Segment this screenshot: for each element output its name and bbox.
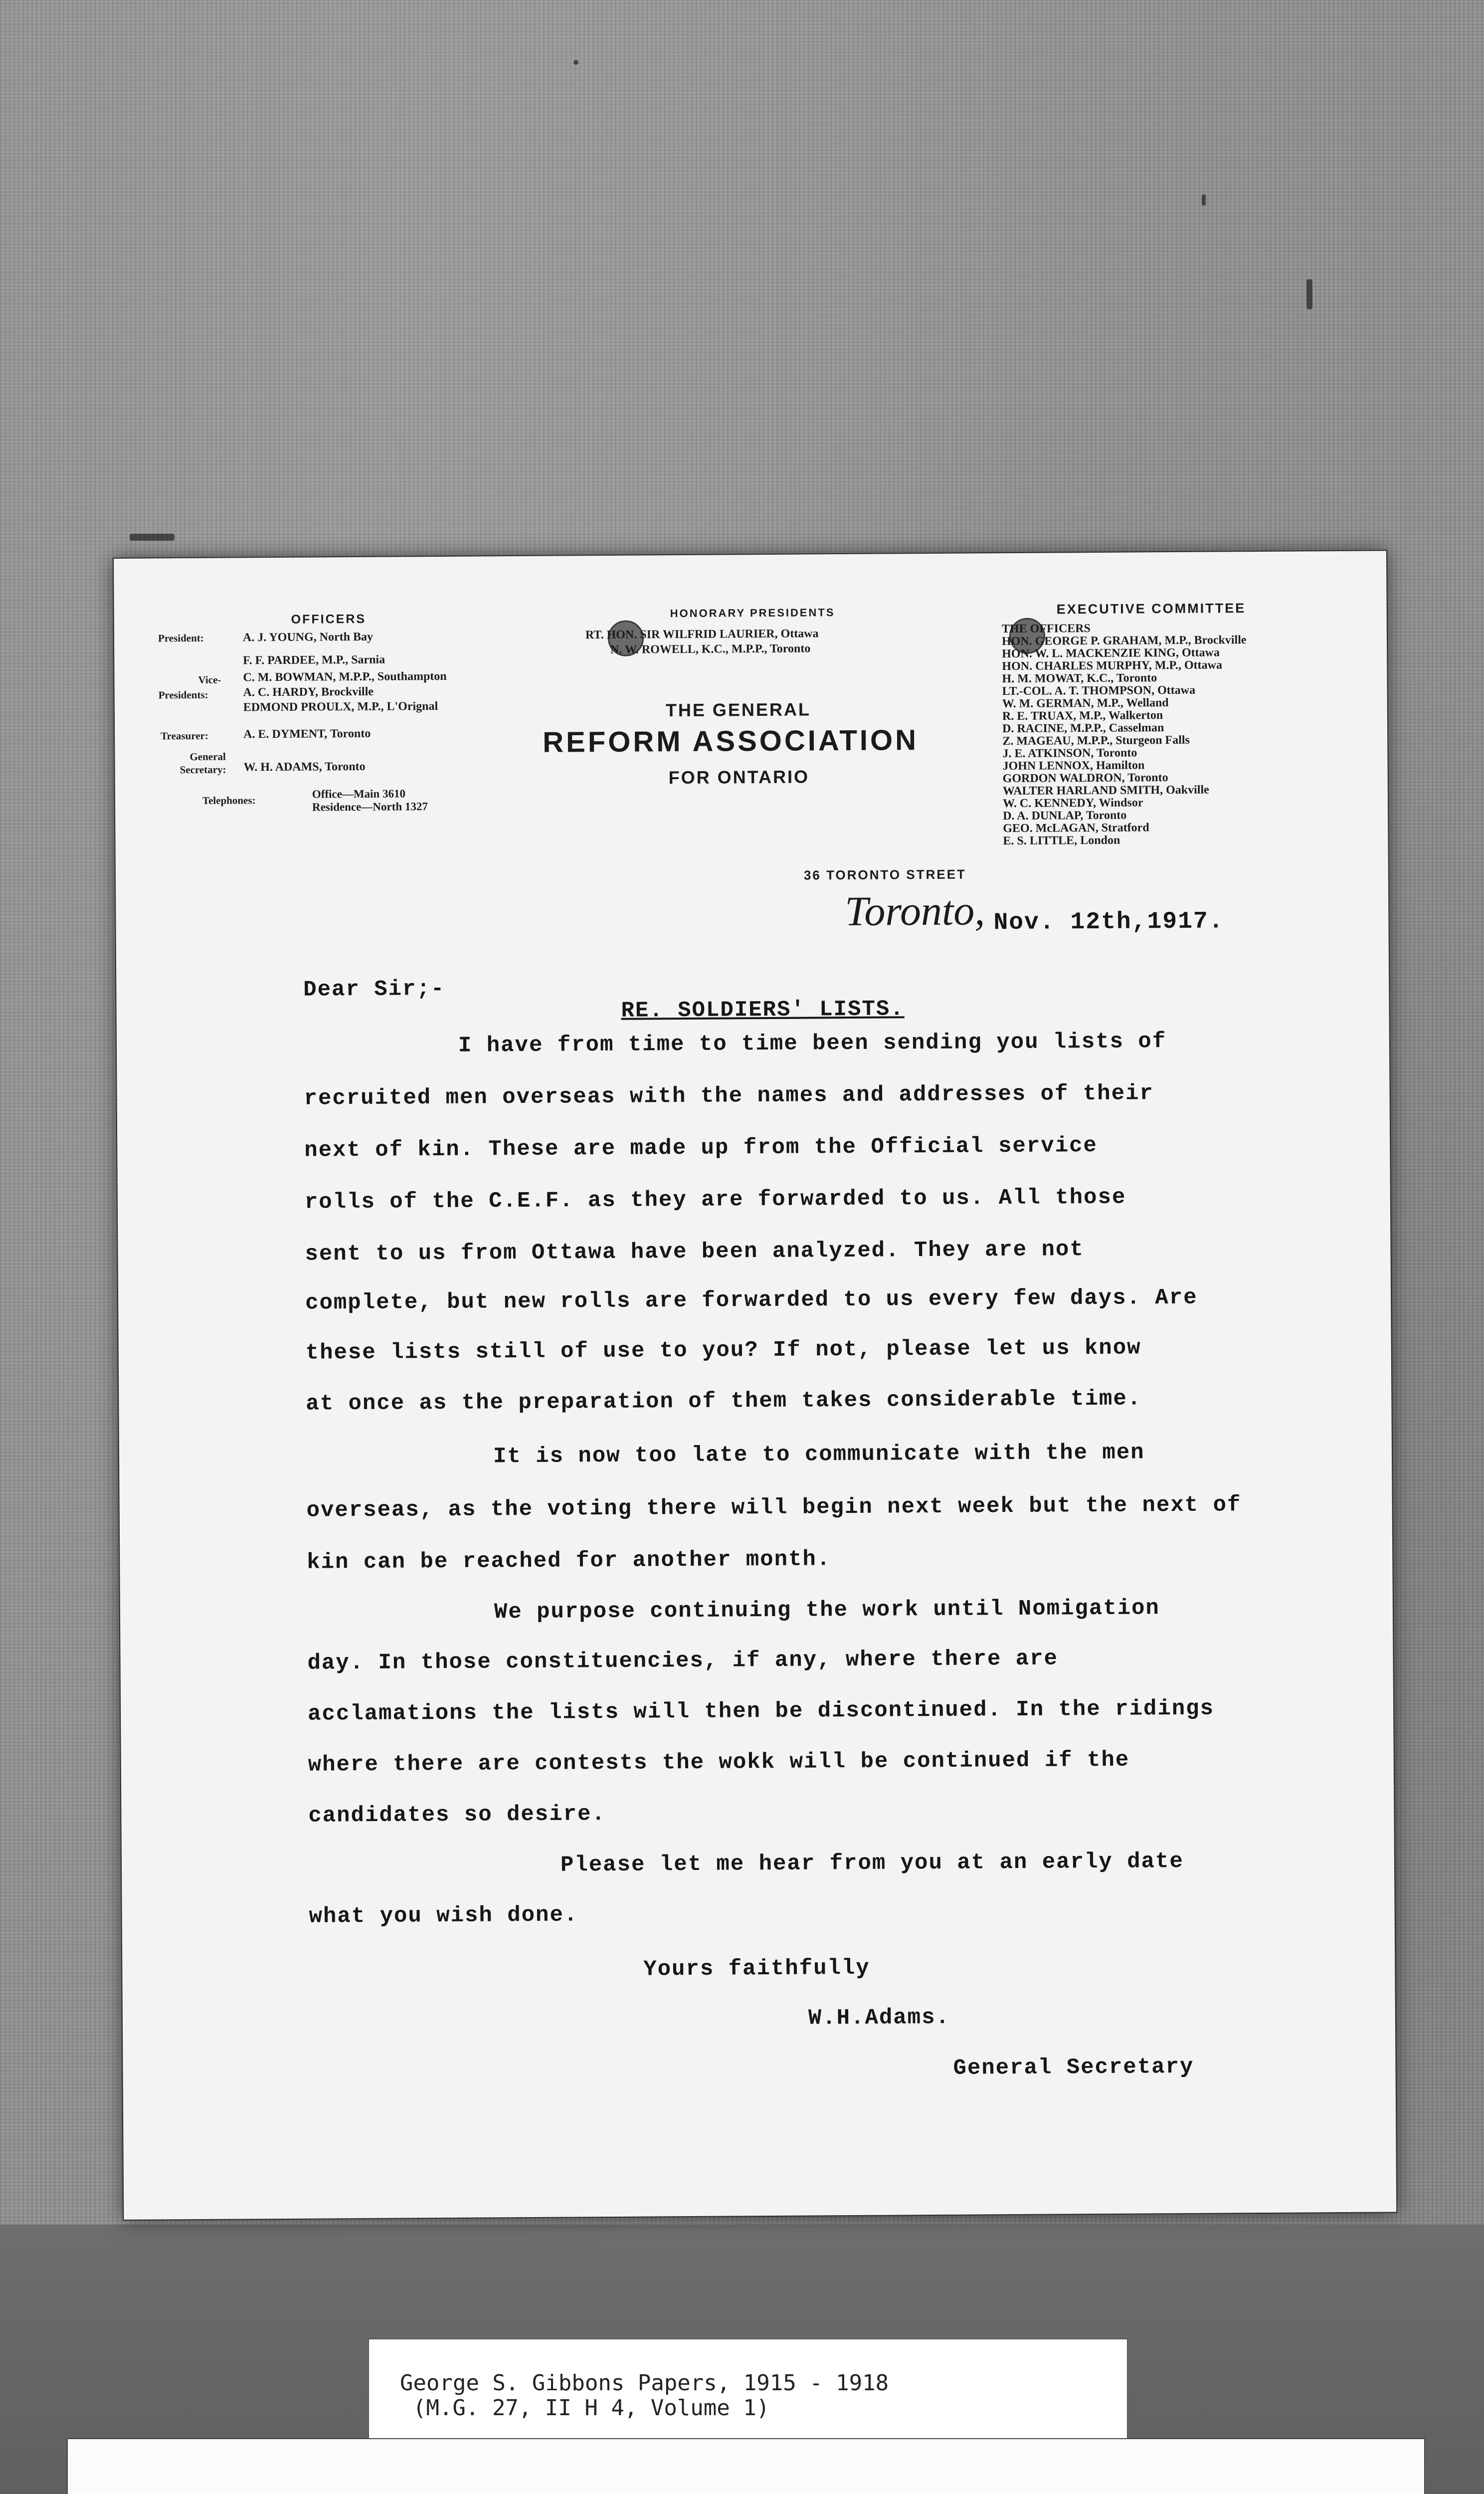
scan-speck (1202, 195, 1206, 206)
officer-role: Treasurer: (161, 729, 208, 742)
body-line: candidates so desire. (308, 1802, 606, 1829)
officer-name: A. J. YOUNG, North Bay (242, 630, 373, 644)
officer-role: General (189, 750, 226, 763)
executive-member: HON. GEORGE P. GRAHAM, M.P., Brockville (1001, 633, 1247, 648)
body-line: these lists still of use to you? If not, please let us know (305, 1335, 1141, 1366)
body-line: We purpose continuing the work until Nomigation (494, 1596, 1160, 1625)
scan-speck (573, 60, 578, 65)
collection-label (369, 2339, 1127, 2444)
body-line: complete, but new rolls are forwarded to us every few days. Are (305, 1285, 1198, 1316)
telephone-office: Office—Main 3610 (312, 787, 406, 801)
executive-member: D. A. DUNLAP, Toronto (1003, 809, 1127, 823)
body-line: overseas, as the voting there will begin next week but the next of (306, 1492, 1242, 1523)
letter-date: Nov. 12th,1917. (993, 908, 1224, 937)
body-line: at once as the preparation of them takes considerable time. (306, 1386, 1142, 1417)
signature: W.H.Adams. (808, 2005, 950, 2031)
collection-label-line-1: George S. Gibbons Papers, 1915 - 1918 (400, 2370, 889, 2396)
closing: Yours faithfully (643, 1955, 870, 1982)
org-line-1: THE GENERAL (665, 699, 811, 721)
body-line: day. In those constituencies, if any, where there are (307, 1646, 1059, 1676)
org-line-2: REFORM ASSOCIATION (543, 724, 919, 759)
body-line: sent to us from Ottawa have been analyzed. They are not (305, 1237, 1084, 1267)
executive-member: W. C. KENNEDY, Windsor (1002, 796, 1143, 811)
signatory-title: General Secretary (953, 2054, 1194, 2081)
officer-name: C. M. BOWMAN, M.P.P., Southampton (243, 669, 447, 684)
executive-title: EXECUTIVE COMMITTEE (1056, 601, 1246, 617)
honorary-president: N. W. ROWELL, K.C., M.P.P., Toronto (610, 642, 811, 656)
body-line: I have from time to time been sending you lists of (458, 1029, 1167, 1058)
executive-member: JOHN LENNOX, Hamilton (1002, 759, 1145, 773)
executive-member: GEO. McLAGAN, Stratford (1003, 821, 1149, 835)
archives-card (68, 2439, 1424, 2494)
body-line: rolls of the C.E.F. as they are forwarded to us. All those (304, 1185, 1126, 1215)
executive-member: WALTER HARLAND SMITH, Oakville (1002, 783, 1209, 798)
executive-member: E. S. LITTLE, London (1003, 833, 1120, 848)
officer-role: Vice- (198, 673, 221, 686)
officer-name: F. F. PARDEE, M.P., Sarnia (243, 653, 385, 667)
body-line: what you wish done. (309, 1902, 578, 1929)
officer-name: W. H. ADAMS, Toronto (243, 760, 366, 774)
executive-member: GORDON WALDRON, Toronto (1002, 771, 1168, 786)
executive-member: Z. MAGEAU, M.P.P., Sturgeon Falls (1002, 733, 1190, 748)
executive-member: HON. W. L. MACKENZIE KING, Ottawa (1002, 646, 1220, 661)
honorary-president: RT. HON. SIR WILFRID LAURIER, Ottawa (585, 627, 819, 642)
body-line: It is now too late to communicate with the men (493, 1440, 1145, 1469)
officers-title: OFFICERS (291, 612, 367, 626)
executive-member: D. RACINE, M.P.P., Casselman (1002, 721, 1164, 736)
officer-role: Secretary: (180, 763, 226, 776)
honorary-title: HONORARY PRESIDENTS (670, 606, 835, 620)
officer-name: EDMOND PROULX, M.P., L'Orignal (243, 700, 438, 714)
street-address: 36 TORONTO STREET (803, 866, 966, 883)
org-line-3: FOR ONTARIO (668, 766, 810, 788)
salutation: Dear Sir;- (303, 976, 445, 1003)
officer-name: A. E. DYMENT, Toronto (243, 727, 371, 741)
body-line: recruited men overseas with the names and addresses of their (304, 1081, 1154, 1111)
officer-role: Presidents: (158, 688, 208, 701)
executive-member: R. E. TRUAX, M.P., Walkerton (1002, 709, 1163, 723)
officer-name: A. C. HARDY, Brockville (243, 685, 374, 699)
collection-label-line-2: (M.G. 27, II H 4, Volume 1) (413, 2395, 770, 2421)
subject-line: RE. SOLDIERS' LISTS. (621, 997, 905, 1024)
letter-sheet (114, 551, 1396, 2220)
scan-speck (130, 534, 175, 541)
telephone-residence: Residence—North 1327 (312, 800, 428, 814)
executive-member: HON. CHARLES MURPHY, M.P., Ottawa (1002, 658, 1222, 673)
scan-speck (1306, 279, 1312, 309)
executive-member: H. M. MOWAT, K.C., Toronto (1002, 671, 1157, 686)
body-line: next of kin. These are made up from the Official service (304, 1133, 1098, 1163)
executive-member: LT.-COL. A. T. THOMPSON, Ottawa (1002, 683, 1196, 698)
body-line: acclamations the lists will then be discontinued. In the ridings (308, 1696, 1215, 1727)
officer-role: President: (158, 631, 204, 644)
telephones-label: Telephones: (202, 794, 256, 807)
body-line: Please let me hear from you at an early date (560, 1849, 1184, 1878)
city-name: Toronto, (845, 887, 985, 935)
executive-member: W. M. GERMAN, M.P., Welland (1002, 696, 1169, 711)
body-line: kin can be reached for another month. (307, 1547, 831, 1575)
body-line: where there are contests the wokk will be continued if the (308, 1747, 1130, 1778)
executive-member: THE OFFICERS (1001, 622, 1091, 636)
executive-member: J. E. ATKINSON, Toronto (1002, 746, 1137, 761)
